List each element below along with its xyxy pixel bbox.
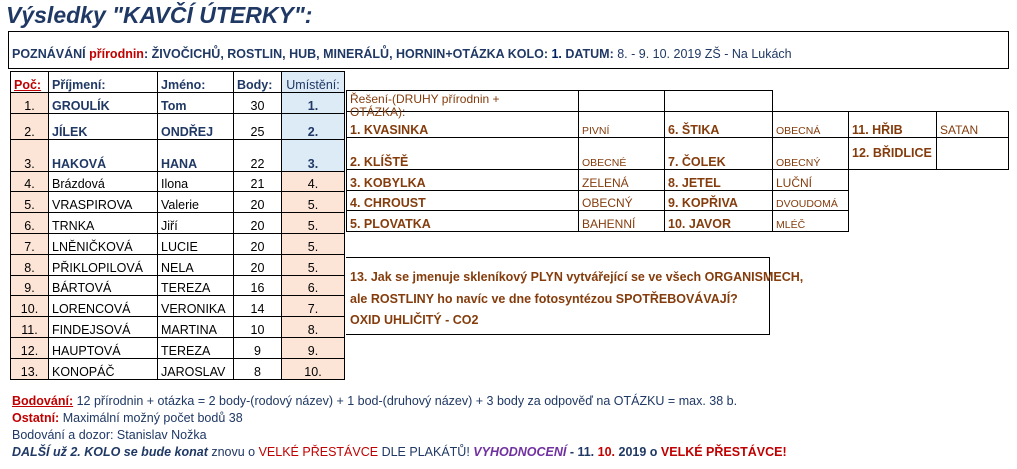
solutions-row-4 xyxy=(347,190,1009,211)
other-label: Ostatní: xyxy=(12,411,60,425)
next-round-line xyxy=(12,445,787,459)
answer-3: 3. KOBYLKA xyxy=(347,169,579,190)
row-number: 13. xyxy=(11,358,49,379)
row-place: 5. xyxy=(282,192,345,213)
row-place: 8. xyxy=(282,317,345,338)
answer-4-adj: OBECNÝ xyxy=(579,190,665,211)
answer-10: 10. JAVOR xyxy=(665,211,773,232)
answer-2-adj: OBECNÉ xyxy=(579,137,665,169)
row-surname: LNĚNIČKOVÁ xyxy=(49,233,158,254)
col-points: Body: xyxy=(234,72,282,93)
answer-1-adj: PIVNÍ xyxy=(579,111,665,137)
row-place: 10. xyxy=(282,358,345,379)
row-name: HANA xyxy=(158,139,234,171)
row-surname: FINDEJSOVÁ xyxy=(49,317,158,338)
row-place: 7. xyxy=(282,296,345,317)
next-c: VELKÉ PŘESTÁVCE xyxy=(258,445,379,459)
row-number: 5. xyxy=(11,192,49,213)
row-points: 30 xyxy=(234,92,282,113)
question-line-2: ale ROSTLINY ho navíc ve dne fotosyntézou SPOTŘEBOVÁVAJÍ? xyxy=(350,292,738,306)
header-date: 8. - 9. 10. 2019 ZŠ - Na Lukách xyxy=(613,47,792,61)
row-number: 10. xyxy=(11,296,49,317)
row-surname: Brázdová xyxy=(49,171,158,192)
other-line xyxy=(12,411,243,425)
table-row xyxy=(11,317,345,338)
answer-8-adj: LUČNÍ xyxy=(773,169,849,190)
row-surname: TRNKA xyxy=(49,213,158,234)
header-date-label: DATUM: xyxy=(561,47,614,61)
table-row xyxy=(11,254,345,275)
row-points: 10 xyxy=(234,317,282,338)
next-i: VELKÉ PŘESTÁVCE! xyxy=(660,445,787,459)
answer-3-adj: ZELENÁ xyxy=(579,169,665,190)
row-number: 3. xyxy=(11,139,49,171)
table-row xyxy=(11,275,345,296)
row-number: 2. xyxy=(11,113,49,139)
answer-5: 5. PLOVATKA xyxy=(347,211,579,232)
row-points: 8 xyxy=(234,358,282,379)
answer-4: 4. CHROUST xyxy=(347,190,579,211)
next-f: - 11. xyxy=(566,445,598,459)
results-header-row xyxy=(11,72,345,93)
row-name: VERONIKA xyxy=(158,296,234,317)
row-number: 9. xyxy=(11,275,49,296)
row-surname: JÍLEK xyxy=(49,113,158,139)
row-number: 1. xyxy=(11,92,49,113)
answer-1: 1. KVASINKA xyxy=(347,111,579,137)
row-points: 16 xyxy=(234,275,282,296)
col-place: Umístění: xyxy=(282,72,345,93)
answer-2: 2. KLÍŠTĚ xyxy=(347,137,579,169)
col-name: Jméno: xyxy=(158,72,234,93)
answer-7-adj: OBECNÝ xyxy=(773,137,849,169)
row-name: TEREZA xyxy=(158,337,234,358)
supervision-line: Bodování a dozor: Stanislav Nožka xyxy=(12,428,207,442)
table-row xyxy=(11,139,345,171)
row-name: Valerie xyxy=(158,192,234,213)
row-place: 4. xyxy=(282,171,345,192)
row-place: 3. xyxy=(282,139,345,171)
row-name: JAROSLAV xyxy=(158,358,234,379)
table-row xyxy=(11,213,345,234)
row-points: 21 xyxy=(234,171,282,192)
row-place: 2. xyxy=(282,113,345,139)
row-points: 20 xyxy=(234,192,282,213)
row-place: 5. xyxy=(282,254,345,275)
row-points: 20 xyxy=(234,233,282,254)
row-surname: PŘIKLOPILOVÁ xyxy=(49,254,158,275)
next-b: znovu o xyxy=(207,445,259,459)
row-surname: HAUPTOVÁ xyxy=(49,337,158,358)
table-row xyxy=(11,171,345,192)
row-points: 9 xyxy=(234,337,282,358)
row-surname: HAKOVÁ xyxy=(49,139,158,171)
row-name: ONDŘEJ xyxy=(158,113,234,139)
answer-6-adj: OBECNÁ xyxy=(773,111,849,137)
table-row xyxy=(11,192,345,213)
table-row xyxy=(11,358,345,379)
scoring-label: Bodování: xyxy=(12,394,74,408)
next-a: DALŠÍ už 2. KOLO se bude konat xyxy=(12,445,208,459)
row-number: 8. xyxy=(11,254,49,275)
row-place: 5. xyxy=(282,233,345,254)
table-row xyxy=(11,233,345,254)
header-a: POZNÁVÁNÍ xyxy=(12,47,90,61)
answer-11-adj: SATAN xyxy=(937,111,1009,137)
row-points: 20 xyxy=(234,213,282,234)
row-name: NELA xyxy=(158,254,234,275)
solutions-row-2 xyxy=(347,137,1009,169)
header-c: : ŽIVOČICHŮ, ROSTLIN, HUB, MINERÁLŮ, HORNIN+OTÁZKA KOLO: xyxy=(143,47,552,61)
table-row xyxy=(11,337,345,358)
table-row xyxy=(11,113,345,139)
row-number: 4. xyxy=(11,171,49,192)
answer-10-adj: MLÉČ xyxy=(773,211,849,232)
next-g: 10. xyxy=(597,445,616,459)
row-number: 12. xyxy=(11,337,49,358)
row-name: LUCIE xyxy=(158,233,234,254)
other-text: Maximální možný počet bodů 38 xyxy=(59,411,243,425)
row-name: Ilona xyxy=(158,171,234,192)
table-row xyxy=(11,92,345,113)
question-line-1: 13. Jak se jmenuje skleníkový PLYN vytvářející se ve všech ORGANISMECH, xyxy=(350,270,804,284)
row-name: MARTINA xyxy=(158,317,234,338)
scoring-line xyxy=(12,394,737,408)
answer-5-adj: BAHENNÍ xyxy=(579,211,665,232)
col-surname: Příjmení: xyxy=(49,72,158,93)
answer-12-adj xyxy=(937,137,1009,169)
row-number: 11. xyxy=(11,317,49,338)
answer-12: 12. BŘIDLICE xyxy=(849,137,937,169)
row-surname: GROULÍK xyxy=(49,92,158,113)
solutions-row-3 xyxy=(347,169,1009,190)
page-title: Výsledky "KAVČÍ ÚTERKY": xyxy=(6,2,313,28)
row-number: 6. xyxy=(11,213,49,234)
row-surname: LORENCOVÁ xyxy=(49,296,158,317)
answer-9: 9. KOPŘIVA xyxy=(665,190,773,211)
row-number: 7. xyxy=(11,233,49,254)
results-table xyxy=(10,71,345,380)
row-surname: KONOPÁČ xyxy=(49,358,158,379)
row-name: TEREZA xyxy=(158,275,234,296)
next-h: 2019 o xyxy=(615,445,661,459)
header-round: 1. xyxy=(551,47,562,61)
question-answer: OXID UHLIČITÝ - CO2 xyxy=(350,313,479,327)
row-place: 6. xyxy=(282,275,345,296)
row-points: 20 xyxy=(234,254,282,275)
header-b: přírodnin xyxy=(89,47,144,61)
row-points: 14 xyxy=(234,296,282,317)
header-line xyxy=(12,47,792,61)
next-d: DLE PLAKÁTŮ! xyxy=(378,445,474,459)
next-e: VYHODNOCENÍ xyxy=(473,445,567,459)
row-points: 25 xyxy=(234,113,282,139)
col-num: Poč: xyxy=(11,72,49,93)
row-points: 22 xyxy=(234,139,282,171)
answer-6: 6. ŠTIKA xyxy=(665,111,773,137)
row-place: 5. xyxy=(282,213,345,234)
answer-7: 7. ČOLEK xyxy=(665,137,773,169)
row-place: 9. xyxy=(282,337,345,358)
row-name: Tom xyxy=(158,92,234,113)
answer-11: 11. HŘIB xyxy=(849,111,937,137)
table-row xyxy=(11,296,345,317)
scoring-text: 12 přírodnin + otázka = 2 body-(rodový název) + 1 bod-(druhový název) + 3 body za odpověď na OTÁZKU = max. 38 b. xyxy=(73,394,738,408)
solutions-label: Řešení-(DRUHY přírodnin + OTÁZKA): xyxy=(350,92,500,119)
solutions-row-5 xyxy=(347,211,1009,232)
answer-9-adj: DVOUDOMÁ xyxy=(773,190,849,211)
row-place: 1. xyxy=(282,92,345,113)
answer-8: 8. JETEL xyxy=(665,169,773,190)
row-name: Jiří xyxy=(158,213,234,234)
row-surname: BÁRTOVÁ xyxy=(49,275,158,296)
row-surname: VRASPIROVA xyxy=(49,192,158,213)
